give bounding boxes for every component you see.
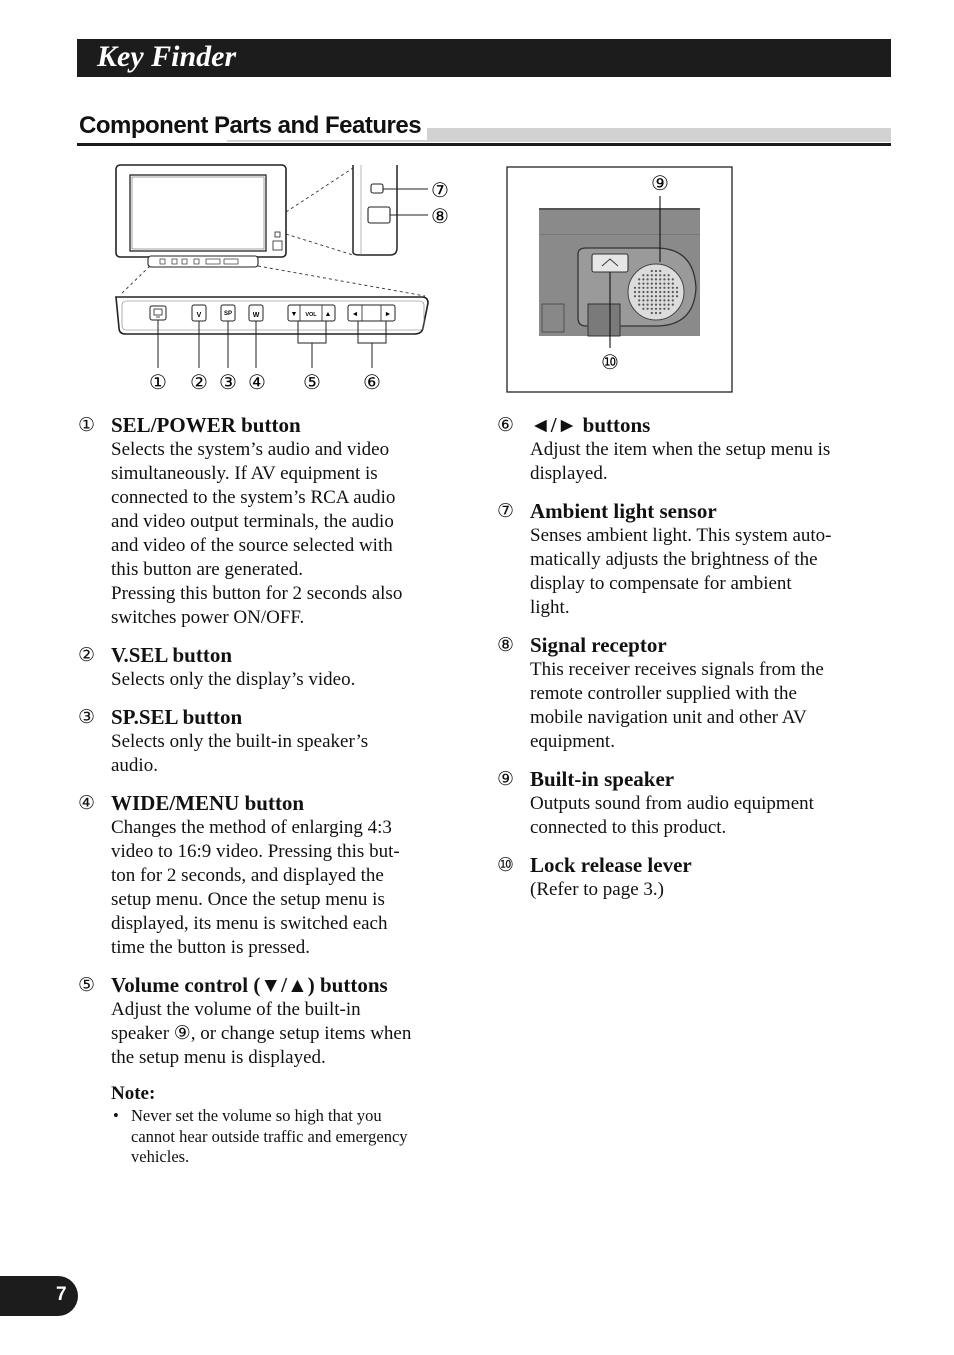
wide-menu-label: W [252, 312, 260, 319]
display-unit-diagram [110, 160, 460, 400]
feature-item [78, 412, 448, 630]
feature-description: Changes the method of enlarging 4:3 video to 16:9 video. Pressing this but- ton for 2 seconds, and displayed the setup menu. Once the setup menu is displayed, its menu is switched each time the button is pressed. [111, 817, 400, 958]
volume-buttons[interactable] [288, 305, 335, 321]
bullet-icon: • [113, 1106, 119, 1125]
volume-up-icon: ▲ [324, 311, 332, 318]
page-number-tab [0, 1276, 78, 1316]
v-sel-button[interactable] [192, 305, 206, 321]
signal-receptor-part [368, 207, 390, 223]
callout-10: ⑩ [601, 350, 619, 374]
feature-item [78, 642, 448, 692]
feature-title: Lock release lever [530, 853, 692, 877]
feature-title: SP.SEL button [111, 705, 243, 729]
title-bar [77, 39, 891, 77]
feature-number: ⑧ [497, 634, 515, 656]
monitor-screen [130, 175, 266, 251]
left-column [78, 412, 448, 1168]
feature-item [497, 498, 867, 620]
callout-8: ⑧ [431, 204, 449, 228]
callout-1: ① [149, 370, 167, 394]
right-column [497, 412, 867, 914]
feature-number: ⑤ [78, 974, 96, 996]
sp-sel-button[interactable] [221, 305, 235, 321]
feature-title: ◄/► buttons [530, 413, 651, 437]
v-sel-label: V [196, 312, 202, 319]
lock-release-lever-part [592, 254, 628, 272]
feature-description: Adjust the volume of the built-in speaker ⑨, or change setup items when the setup menu is displayed. [111, 999, 412, 1068]
feature-number: ⑩ [497, 854, 515, 876]
feature-title: WIDE/MENU button [111, 791, 305, 815]
feature-number: ⑦ [497, 500, 515, 522]
left-arrow-icon: ◄ [351, 311, 359, 318]
right-arrow-icon: ► [384, 311, 392, 318]
feature-item [78, 972, 448, 1070]
feature-item [497, 412, 867, 486]
callout-6: ⑥ [363, 370, 381, 394]
page-number: 7 [56, 1284, 67, 1305]
feature-title: Signal receptor [530, 633, 667, 657]
feature-item [78, 790, 448, 960]
feature-description: Adjust the item when the setup menu is displayed. [530, 439, 831, 484]
feature-title: V.SEL button [111, 643, 233, 667]
note-item [111, 1106, 448, 1168]
volume-down-icon: ▼ [290, 311, 298, 318]
feature-title: Ambient light sensor [530, 499, 717, 523]
feature-number: ⑥ [497, 414, 515, 436]
callout-3: ③ [219, 370, 237, 394]
feature-item [497, 632, 867, 754]
feature-title: Built-in speaker [530, 767, 675, 791]
vol-label: VOL [305, 312, 317, 318]
feature-description: Selects only the display’s video. [111, 669, 356, 690]
wide-menu-button[interactable] [249, 305, 263, 321]
feature-number: ⑨ [497, 768, 515, 790]
feature-item [78, 704, 448, 778]
feature-description: Outputs sound from audio equipment connected to this product. [530, 793, 814, 838]
feature-title: SEL/POWER button [111, 413, 301, 437]
feature-description: (Refer to page 3.) [530, 879, 664, 900]
ambient-light-sensor-part [371, 184, 383, 193]
feature-item [497, 766, 867, 840]
feature-number: ③ [78, 706, 96, 728]
left-right-buttons[interactable] [348, 305, 395, 321]
feature-item [497, 852, 867, 902]
feature-description: Selects the system’s audio and video simultaneously. If AV equipment is connected to the system’s RCA audio and video output terminals, the audio and video of the source selected with this button are generated. Pressing this button for 2 seconds also switches power ON/OFF. [111, 439, 403, 628]
callout-9: ⑨ [651, 171, 669, 195]
section-heading-rule [77, 143, 891, 146]
callout-7: ⑦ [431, 178, 449, 202]
sel-power-button[interactable] [150, 306, 166, 320]
callout-4: ④ [248, 370, 266, 394]
callout-2: ② [190, 370, 208, 394]
note-title: Note: [111, 1083, 156, 1104]
note-text: Never set the volume so high that you cannot hear outside traffic and emergency vehicles. [131, 1106, 408, 1166]
speaker-lever-diagram [506, 166, 734, 394]
monitor-button-strip [148, 256, 258, 267]
feature-description: This receiver receives signals from the remote controller supplied with the mobile navigation unit and other AV equipment. [530, 659, 824, 752]
feature-number: ① [78, 414, 96, 436]
section-heading [77, 112, 891, 146]
sp-sel-label: SP [223, 311, 233, 317]
feature-description: Senses ambient light. This system auto- matically adjusts the brightness of the display to compensate for ambient light. [530, 525, 832, 618]
feature-description: Selects only the built-in speaker’s audio. [111, 731, 369, 776]
feature-title: Volume control (▼/▲) buttons [111, 973, 388, 997]
feature-number: ④ [78, 792, 96, 814]
page-title: Key Finder [97, 40, 237, 73]
feature-number: ② [78, 644, 96, 666]
callout-5: ⑤ [303, 370, 321, 394]
section-title: Component Parts and Features [79, 112, 427, 140]
